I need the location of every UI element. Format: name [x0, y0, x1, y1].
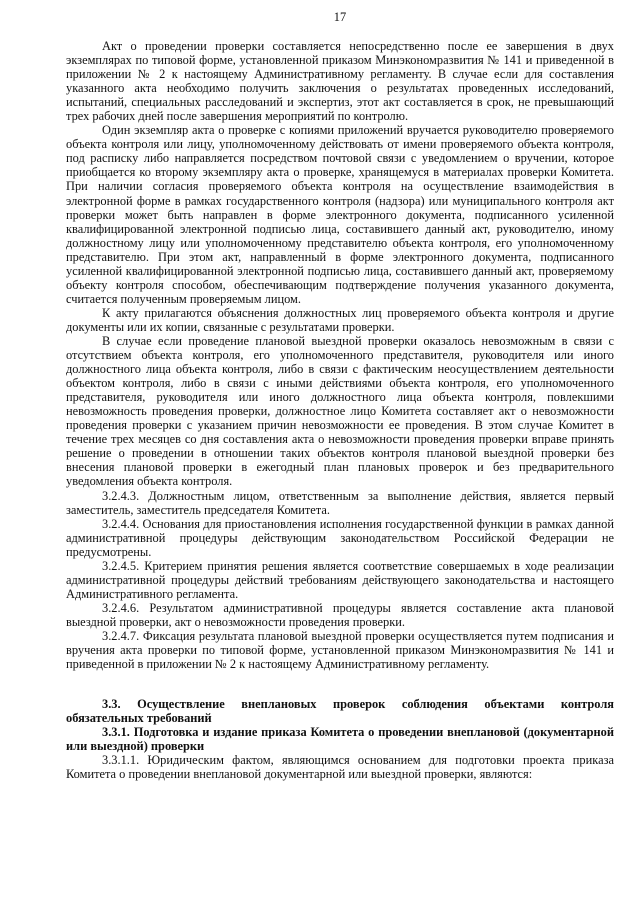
paragraph-3-2-4-3: 3.2.4.3. Должностным лицом, ответственным за выполнение действия, является первый заместитель, заместитель председателя Комитета. — [66, 488, 614, 517]
paragraph-act-drafting: Акт о проведении проверки составляется непосредственно после ее завершения в двух экземплярах по типовой форме, установленной приказом Минэкономразвития № 141 и приведенной в приложении № 2 к настоящему Административному регламенту. В случае если для составления указанного акта необходимо получить заключения о результатах проведенных исследований, испытаний, специальных расследований и экспертиз, этот акт составляется в срок, не превышающий трех рабочих дней после завершения мероприятий по контролю. — [66, 39, 614, 124]
paragraph-3-2-4-7: 3.2.4.7. Фиксация результата плановой выездной проверки осуществляется путем подписания и вручения акта проверки по типовой форме, установленной приказом Минэкономразвития № 141 и приведенной в приложении № 2 к настоящему Административному регламенту. — [66, 628, 614, 672]
paragraph-act-delivery: Один экземпляр акта о проверке с копиями приложений вручается руководителю проверяемого объекта контроля или лицу, уполномоченному действовать от имени проверяемого объекта контроля, под расписку либо направляется посредством почтовой связи с уведомлением о вручении, которое приобщается ко второму экземпляру акта о проверке, хранящемуся в материалах проверки Комитета. При наличии согласия проверяемого объекта контроля на осуществление взаимодействия в электронной форме в рамках государственного контроля (надзора) или муниципального контроля акт проверки может быть направлен в форме электронного документа, подписанного усиленной квалифицированной электронной подписью лица, составившего данный акт, руководителю, иному должностному лицу или уполномоченному представителю объекта контроля, его уполномоченному представителю. При этом акт, направленный в форме электронного документа, подписанного усиленной квалифицированной электронной подписью лица, составившего данный акт, проверяемому объекту контроля способом, обеспечивающим подтверждение получения указанного документа, считается полученным проверяемым лицом. — [66, 123, 614, 306]
paragraph-3-3-1-1: 3.3.1.1. Юридическим фактом, являющимся основанием для подготовки проекта приказа Комитета о проведении внеплановой документарной или выездной проверки, являются: — [66, 753, 614, 782]
paragraph-act-attachments: К акту прилагаются объяснения должностных лиц проверяемого объекта контроля и другие документы или их копии, связанные с результатами проверки. — [66, 305, 614, 334]
paragraph-inspection-impossible: В случае если проведение плановой выездной проверки оказалось невозможным в связи с отсутствием объекта контроля, его уполномоченного представителя, руководителя или иного должностного лица объекта контроля, либо в связи с фактическим неосуществлением деятельности объектом контроля, либо в связи с иными действиями объекта контроля, его уполномоченного представителя, руководителя или иного должностного лица объекта контроля, повлекшими невозможность проведения проверки, должностное лицо Комитета составляет акт о невозможности проведения проверки с указанием причин невозможности ее проведения. В этом случае Комитет в течение трех месяцев со дня составления акта о невозможности проведения проверки вправе принять решение о проведении в отношении таких объектов контроля плановой выездной проверки без внесения плановой проверки в ежегодный план плановых проверок и без предварительного уведомления объекта контроля. — [66, 333, 614, 489]
document-body — [66, 39, 614, 781]
paragraph-3-2-4-6: 3.2.4.6. Результатом административной процедуры является составление акта плановой выездной проверки, акт о невозможности проведения проверки. — [66, 600, 614, 629]
paragraph-3-2-4-4: 3.2.4.4. Основания для приостановления исполнения государственной функции в рамках данной административной процедуры действующим законодательством Российской Федерации не предусмотрены. — [66, 516, 614, 559]
paragraph-3-2-4-5: 3.2.4.5. Критерием принятия решения является соответствие совершаемых в ходе реализации административной процедуры действий требованиям действующего законодательства и настоящего Административного регламента. — [66, 558, 614, 601]
page-number: 17 — [333, 10, 347, 24]
section-heading-3-3: 3.3. Осуществление внеплановых проверок соблюдения объектами контроля обязательных требований — [66, 697, 614, 726]
section-spacer — [66, 671, 614, 697]
section-heading-3-3-1: 3.3.1. Подготовка и издание приказа Комитета о проведении внеплановой (документарной или выездной) проверки — [66, 725, 614, 754]
